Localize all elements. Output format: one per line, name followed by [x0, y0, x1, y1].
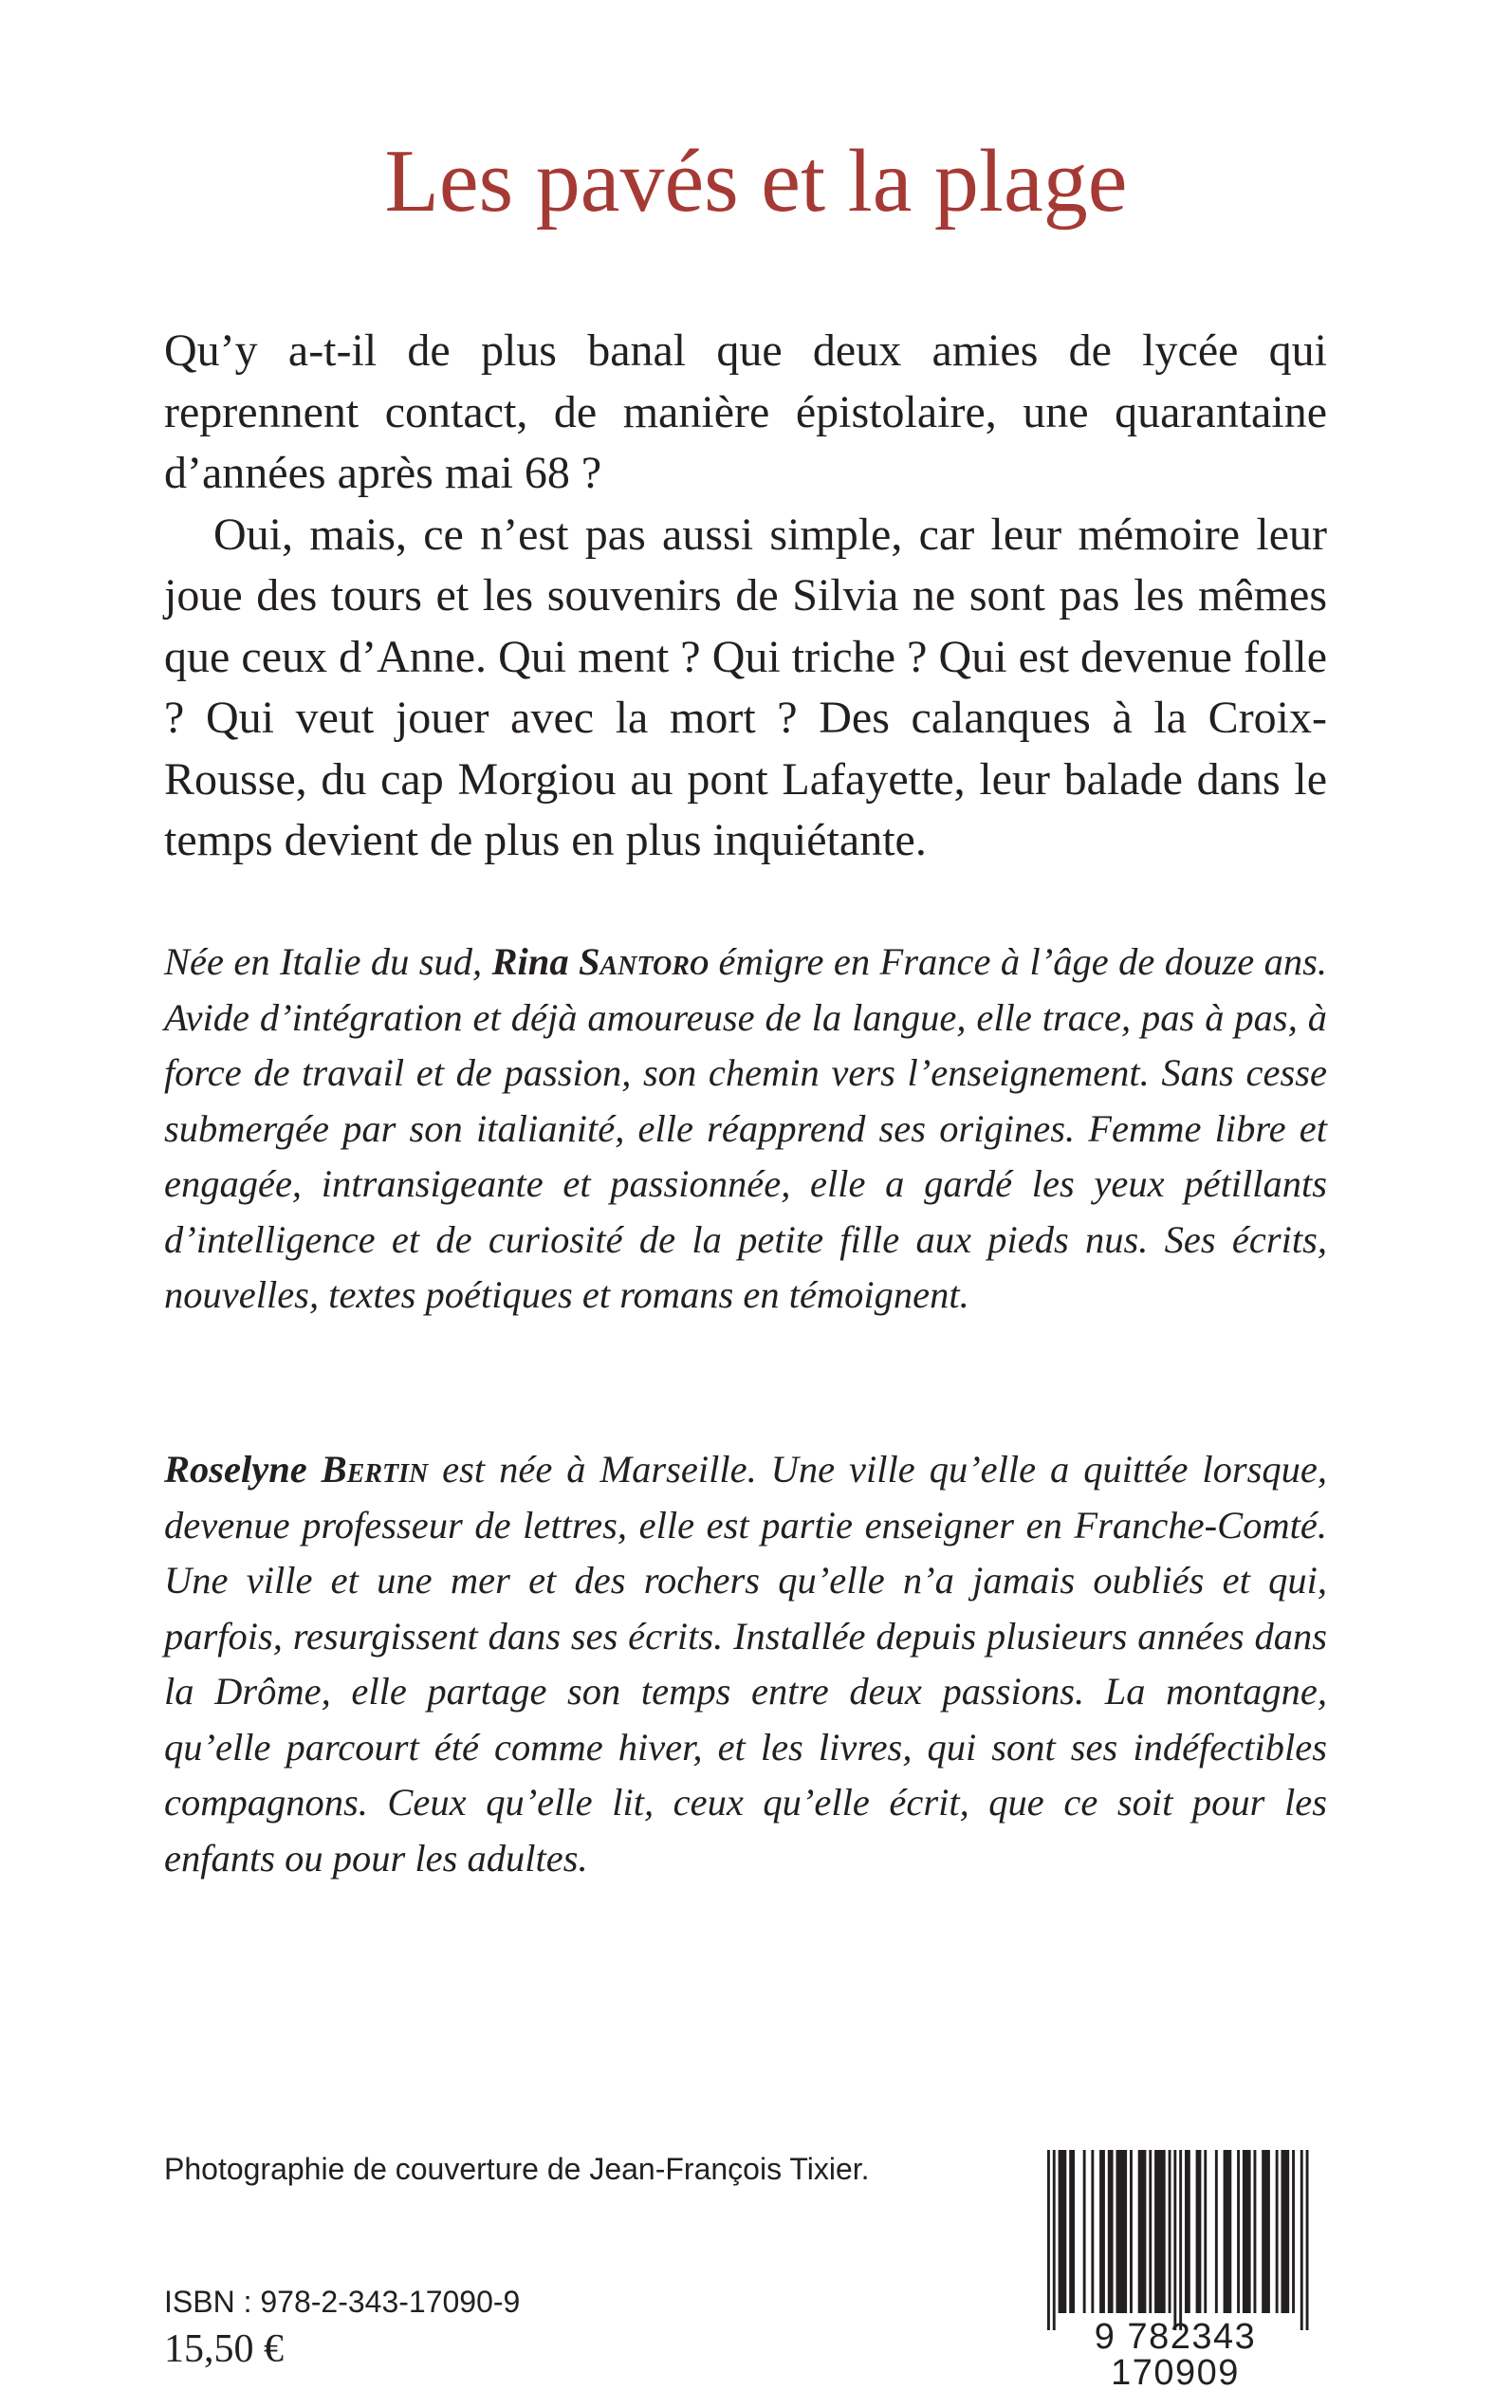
barcode-bar: [1224, 2150, 1232, 2313]
barcode-bar: [1069, 2150, 1075, 2313]
barcode-bar: [1282, 2150, 1290, 2313]
barcode-bar: [1173, 2150, 1176, 2330]
author-name-bertin: [164, 1448, 428, 1491]
barcode-bar: [1138, 2150, 1147, 2313]
barcode-bar: [1083, 2150, 1086, 2313]
barcode-bar: [1237, 2150, 1240, 2313]
isbn-number: ISBN : 978-2-343-17090-9: [164, 2285, 521, 2319]
barcode-bar: [1215, 2150, 1218, 2313]
barcode-bar: [1091, 2150, 1094, 2313]
back-cover-summary: [164, 321, 1327, 872]
book-price: 15,50 €: [164, 2327, 284, 2371]
photo-credit: Photographie de couverture de Jean-François Tixier.: [164, 2152, 870, 2186]
barcode-bar: [1292, 2150, 1295, 2313]
author-bio-santoro: [164, 935, 1327, 1324]
barcode-bar: [1243, 2150, 1251, 2313]
barcode-bar: [1099, 2150, 1105, 2313]
author-name-santoro: [492, 940, 710, 983]
barcode-bar: [1254, 2150, 1257, 2313]
barcode-bar: [1204, 2150, 1207, 2313]
barcode-bar: [1196, 2150, 1202, 2313]
barcode-bar: [1059, 2150, 1067, 2313]
author-last-name: Bertin: [321, 1448, 429, 1491]
summary-paragraph-2: Oui, mais, ce n’est pas aussi simple, car leur mémoire leur joue des tours et les souvenirs de Silvia ne sont pas les mêmes que ceux d’Anne. Qui ment ? Qui triche ? Qui est devenue folle ? Qui veut jouer avec la mort ? Des calanques à la Croix-Rousse, du cap Morgiou au pont Lafayette, leur balade dans le temps devient de plus en plus inquiétante.: [164, 509, 1327, 865]
barcode-bar: [1154, 2150, 1166, 2313]
author-bio-bertin: [164, 1442, 1327, 1886]
barcode-bar: [1262, 2150, 1270, 2313]
bio-text: est née à Marseille. Une ville qu’elle a quittée lorsque, devenue professeur de lettres, elle est partie enseigner en Franche-Comté. Une ville et une mer et des rochers qu’elle n’a jamais oubliés et qui, parfois, resurgissent dans ses écrits. Installée depuis plusieurs années dans la Drôme, elle partage son temps entre deux passions. La montagne, qu’elle parcourt été comme hiver, et les livres, qui sont ses indéfectibles compagnons. Ceux qu’elle lit, ceux qu’elle écrit, que ce soit pour les enfants ou pour les adultes.: [164, 1448, 1327, 1880]
book-title: Les pavés et la plage: [384, 132, 1128, 231]
summary-paragraph-1: Qu’y a-t-il de plus banal que deux amies de lycée qui reprennent contact, de manière épistolaire, une quarantaine d’années après mai 68 ?: [164, 325, 1327, 498]
barcode-bar: [1116, 2150, 1128, 2313]
author-first-name: Roselyne: [164, 1448, 322, 1491]
barcode-bar: [1108, 2150, 1114, 2313]
barcode-digits: 9 782343 170909: [1094, 2317, 1257, 2393]
barcode-bar: [1130, 2150, 1133, 2313]
barcode-bar: [1149, 2150, 1152, 2313]
barcode-bar: [1185, 2150, 1190, 2313]
barcode-bar: [1047, 2150, 1050, 2330]
bio-text: émigre en France à l’âge de douze ans. Avide d’intégration et déjà amoureuse de la langue, elle trace, pas à pas, à force de travail et de passion, son chemin vers l’enseignement. Sans cesse submergée par son italianité, elle réapprend ses origines. Femme libre et engagée, intransigeante et passionnée, elle a gardé les yeux pétillants d’intelligence et de curiosité de la petite fille aux pieds nus. Ses écrits, nouvelles, textes poétiques et romans en témoignent.: [164, 940, 1328, 1316]
bio-lead: Née en Italie du sud,: [164, 940, 492, 983]
barcode-bar: [1053, 2150, 1056, 2330]
author-first-name: Rina: [491, 940, 579, 983]
author-last-name: Santoro: [578, 940, 710, 983]
barcode-bar: [1300, 2150, 1303, 2330]
barcode-bar: [1276, 2150, 1279, 2313]
barcode-bar: [1179, 2150, 1182, 2330]
barcode-bar: [1169, 2150, 1171, 2313]
barcode-bar: [1306, 2150, 1309, 2330]
